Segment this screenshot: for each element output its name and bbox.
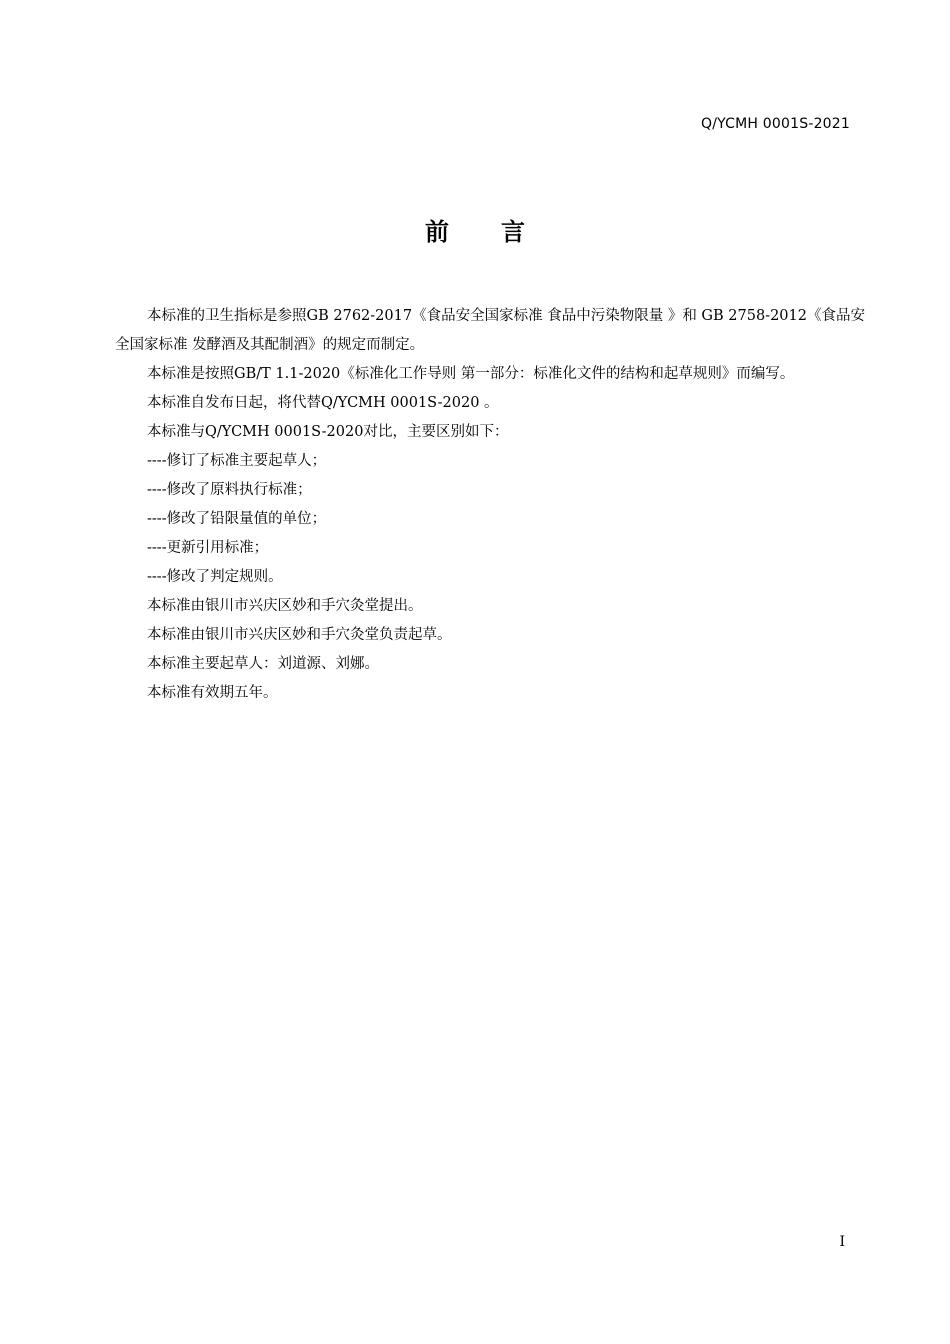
list-item: ----修改了铅限量值的单位； (147, 511, 327, 527)
paragraph-drafting-rules: 本标准是按照GB/T 1.1-2020《标准化工作导则 第一部分：标准化文件的结构和起草规则》而编写。 (147, 366, 795, 382)
list-item: ----修改了原料执行标准； (147, 482, 312, 498)
list-item: ----修订了标准主要起草人； (147, 453, 327, 469)
paragraph-differences-intro: 本标准与Q/YCMH 0001S-2020对比，主要区别如下： (147, 424, 509, 440)
list-item: ----修改了判定规则。 (147, 569, 283, 585)
paragraph-validity: 本标准有效期五年。 (147, 685, 278, 701)
list-item: ----更新引用标准； (147, 540, 269, 556)
paragraph-proposer: 本标准由银川市兴庆区妙和手穴灸堂提出。 (147, 598, 423, 614)
title-char-1: 前 (425, 218, 449, 246)
title-char-2: 言 (501, 218, 525, 246)
paragraph-hygiene-basis: 本标准的卫生指标是参照GB 2762-2017《食品安全国家标准 食品中污染物限量 》和 GB 2758-2012《食品安全国家标准 发酵酒及其配制酒》的规定而制定。 (115, 308, 865, 353)
paragraph-drafter-org: 本标准由银川市兴庆区妙和手穴灸堂负责起草。 (147, 627, 452, 643)
foreword-body (115, 302, 865, 708)
paragraph-replacement: 本标准自发布日起，将代替Q/YCMH 0001S-2020 。 (147, 395, 499, 411)
page-title (0, 212, 950, 247)
paragraph-main-drafters: 本标准主要起草人：刘道源、刘娜。 (147, 656, 379, 672)
page-number: I (839, 1234, 845, 1250)
document-code: Q/YCMH 0001S-2021 (701, 116, 850, 132)
